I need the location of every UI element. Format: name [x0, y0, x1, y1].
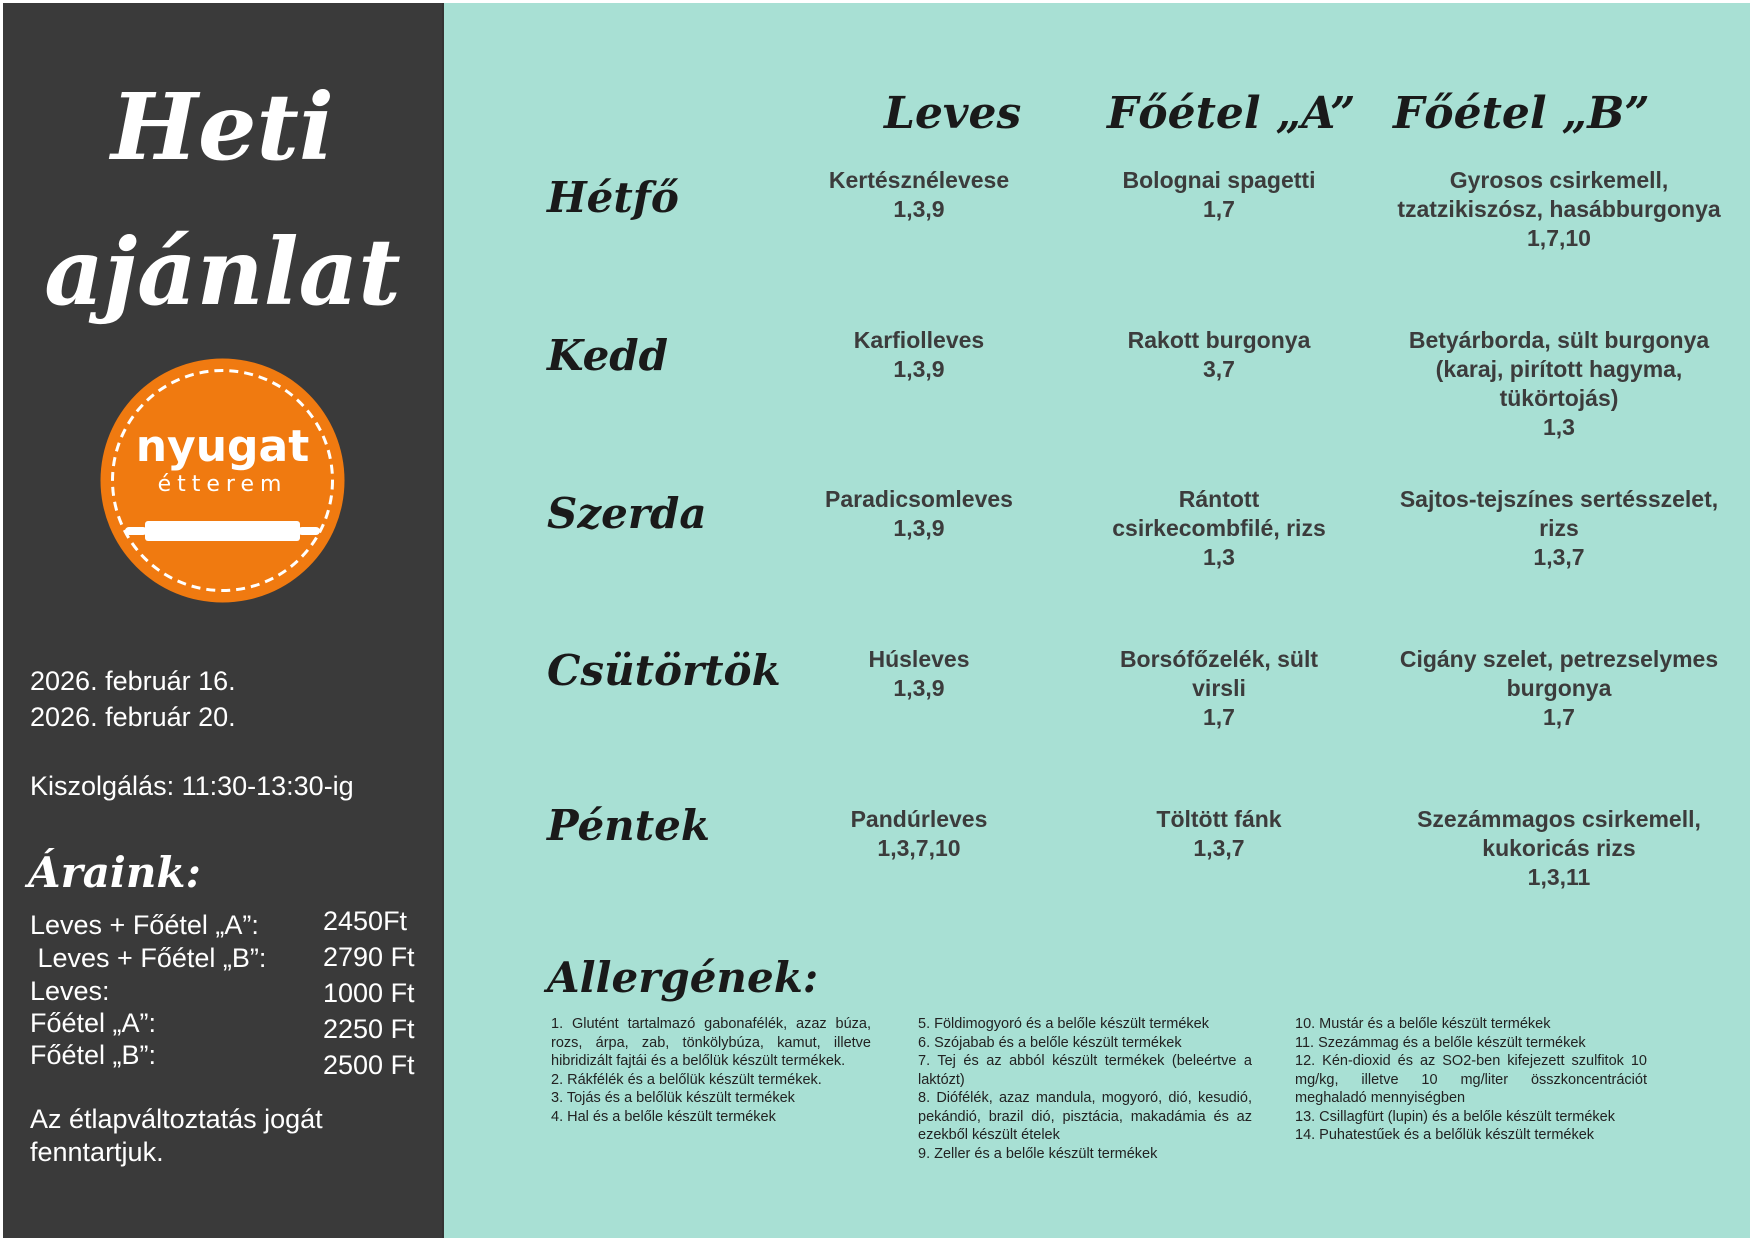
logo-text-sub: étterem: [157, 472, 288, 497]
menu-cell-soup: [779, 805, 1059, 863]
allergen-list-col3: [1295, 1015, 1647, 1145]
allergen-codes: 1,7: [1203, 196, 1235, 222]
allergen-item: 3. Tojás és a belőlük készült termékek: [551, 1090, 795, 1106]
sidebar: [3, 3, 442, 1238]
prices-title: Áraink:: [28, 848, 202, 897]
menu-cell-main-a: [1074, 326, 1364, 384]
menu-cell-soup: [779, 166, 1059, 224]
allergen-item: 6. Szójabab és a belőle készült termékek: [918, 1034, 1182, 1051]
dish-name: Töltött fánk: [1156, 806, 1282, 832]
allergen-codes: 1,3,9: [893, 356, 945, 382]
dish-name: Karfiolleves: [853, 327, 985, 353]
allergen-codes: 1,7: [1203, 704, 1235, 730]
dish-name: csirkecombfilé, rizs: [1112, 515, 1326, 541]
allergen-item: 5. Földimogyoró és a belőle készült termékek: [918, 1016, 1209, 1032]
dish-name: Bolognai spagetti: [1122, 167, 1316, 193]
allergen-codes: 1,7,10: [1527, 225, 1591, 251]
price-value: 2500 Ft: [323, 1050, 415, 1080]
allergen-codes: 1,7: [1543, 704, 1575, 730]
allergen-codes: 1,3,9: [893, 515, 945, 541]
allergen-list-col2: [918, 1015, 1252, 1163]
date-from: 2026. február 16.: [30, 666, 236, 696]
price-label: Főétel „B”:: [30, 1040, 157, 1070]
dish-name: tükörtojás): [1499, 385, 1619, 411]
allergen-codes: 1,3,7: [1193, 835, 1245, 861]
price-value: 2790 Ft: [323, 942, 415, 972]
date-to: 2026. február 20.: [30, 702, 236, 732]
rolling-pin-icon: [125, 521, 320, 541]
allergen-codes: 1,3: [1203, 544, 1235, 570]
allergen-item: 12. Kén-dioxid és az SO2-ben kifejezett szulfitok 10 mg/kg, illetve 10 mg/liter összkoncentrációt meghaladó mennyiségben: [1295, 1053, 1647, 1106]
allergen-item: 1. Glutént tartalmazó gabonafélék, azaz búza, rozs, árpa, zab, tönkölybúza, kamut, illetve hibridizált fajtái és a belőlük készült termékek.: [551, 1016, 871, 1069]
allergen-item: 14. Puhatestűek és a belőlük készült termékek: [1295, 1127, 1595, 1143]
allergen-codes: 1,3,9: [893, 675, 945, 701]
dish-name: Paradicsomleves: [825, 486, 1013, 512]
date-range: [30, 663, 236, 735]
allergen-list-col1: [551, 1015, 871, 1126]
dish-name: Gyrosos csirkemell,: [1449, 167, 1669, 193]
title-line1: Heti: [111, 73, 334, 181]
serving-hours: Kiszolgálás: 11:30-13:30-ig: [30, 771, 354, 801]
price-value: 2250 Ft: [323, 1014, 415, 1044]
allergen-codes: 1,3,7,10: [877, 835, 961, 861]
price-label: Főétel „A”:: [30, 1008, 157, 1038]
menu-cell-main-a: [1074, 485, 1364, 572]
dish-name: tzatzikiszósz, hasábburgonya: [1397, 196, 1721, 222]
price-value: 2450Ft: [323, 906, 408, 936]
dish-name: Kertésznélevese: [828, 167, 1010, 193]
dish-name: Borsófőzelék, sült: [1119, 646, 1319, 672]
price-value: 1000 Ft: [323, 978, 415, 1008]
column-header-main-b: Főétel „B”: [1393, 88, 1650, 139]
allergen-item: 11. Szezámmag és a belőle készült termékek: [1295, 1034, 1586, 1051]
allergens-title: Allergének:: [547, 953, 819, 1002]
allergen-codes: 1,3,11: [1527, 864, 1591, 890]
menu-cell-main-a: [1074, 645, 1364, 732]
dish-name: (karaj, pirított hagyma,: [1435, 356, 1683, 382]
dish-name: rizs: [1539, 515, 1579, 541]
allergen-item: 9. Zeller és a belőle készült termékek: [918, 1145, 1158, 1162]
menu-cell-main-b: [1369, 645, 1749, 732]
dish-name: burgonya: [1506, 675, 1612, 701]
allergen-codes: 1,3,9: [893, 196, 945, 222]
menu-cell-soup: [779, 645, 1059, 703]
menu-cell-main-b: [1369, 166, 1749, 253]
restaurant-logo: [100, 358, 345, 608]
title-line2: ajánlat: [44, 218, 401, 326]
day-tuesday: Kedd: [547, 331, 669, 380]
dish-name: Pandúrleves: [850, 806, 988, 832]
notice: Az étlapváltoztatás jogát fenntartjuk.: [30, 1104, 323, 1167]
menu-cell-main-a: [1074, 166, 1364, 224]
price-label: Leves + Főétel „A”:: [30, 910, 259, 940]
allergen-codes: 1,3,7: [1533, 544, 1585, 570]
menu-cell-soup: [779, 485, 1059, 543]
allergen-codes: 3,7: [1203, 356, 1235, 382]
menu-cell-main-b: [1369, 805, 1749, 892]
column-header-soup: Leves: [884, 88, 1022, 139]
menu-cell-main-a: [1074, 805, 1364, 863]
dish-name: Szezámmagos csirkemell,: [1417, 806, 1701, 832]
allergen-codes: 1,3: [1543, 414, 1575, 440]
allergen-item: 10. Mustár és a belőle készült termékek: [1295, 1016, 1551, 1032]
allergen-item: 4. Hal és a belőle készült termékek: [551, 1108, 776, 1125]
allergen-item: 13. Csillagfürt (lupin) és a belőle készült termékek: [1295, 1108, 1615, 1125]
dish-name: Sajtos-tejszínes sertésszelet,: [1399, 486, 1719, 512]
day-monday: Hétfő: [547, 173, 679, 222]
column-header-main-a: Főétel „A”: [1107, 88, 1356, 139]
dish-name: Húsleves: [868, 646, 970, 672]
day-thursday: Csütörtök: [547, 646, 781, 695]
day-wednesday: Szerda: [547, 489, 707, 538]
dish-name: Rakott burgonya: [1127, 327, 1311, 353]
menu-cell-main-b: [1369, 485, 1749, 572]
allergen-item: 7. Tej és az abból készült termékek (beleértve a laktózt): [918, 1053, 1252, 1088]
allergen-item: 2. Rákfélék és a belőlük készült termékek.: [551, 1071, 822, 1088]
menu-cell-soup: [779, 326, 1059, 384]
price-label: Leves:: [30, 976, 110, 1006]
price-label: Leves + Főétel „B”:: [30, 943, 267, 973]
day-friday: Péntek: [547, 801, 710, 850]
logo-text-main: nyugat: [135, 421, 310, 472]
dish-name: kukoricás rizs: [1482, 835, 1636, 861]
dish-name: Rántott: [1178, 486, 1260, 512]
menu-cell-main-b: [1369, 326, 1749, 442]
dish-name: virsli: [1192, 675, 1246, 701]
menu-panel: [442, 3, 1750, 1238]
dish-name: Cigány szelet, petrezselymes: [1399, 646, 1719, 672]
allergen-item: 8. Diófélék, azaz mandula, mogyoró, dió, kesudió, pekándió, brazil dió, pisztácia, makadámia és az ezekből készült ételek: [918, 1090, 1252, 1143]
dish-name: Betyárborda, sült burgonya: [1408, 327, 1710, 353]
